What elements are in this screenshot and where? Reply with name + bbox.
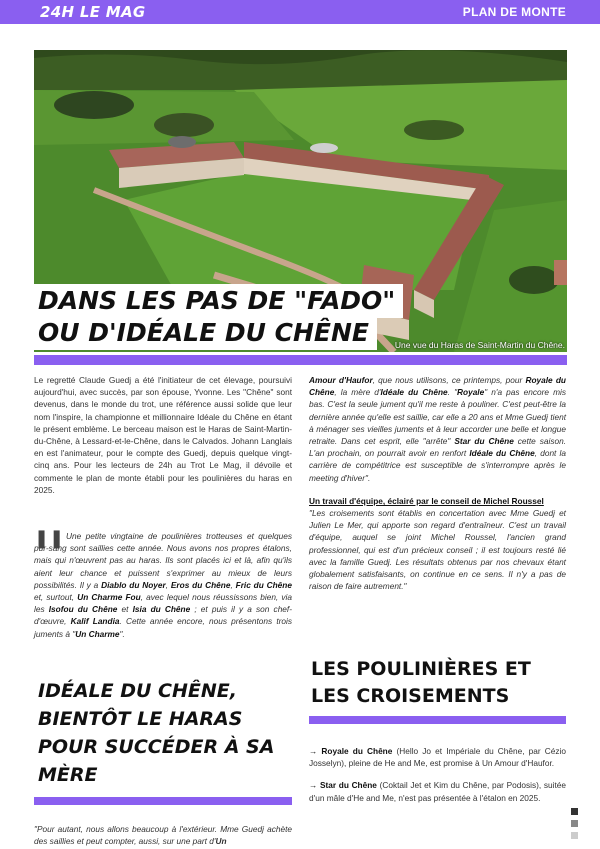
section-heading-poulinieres: LES POULINIÈRES ET LES CROISEMENTS [311,658,531,707]
list-item: → Star du Chêne (Coktail Jet et Kim du Chêne, par Podosis), suitée d'un mâle d'He and Me, n'est pas présentée à l'étalon en 2025. [309,780,566,803]
quote-block [34,530,292,640]
decor-square [571,820,578,827]
list-item: → Royale du Chêne (Hello Jo et Impériale du Chêne, par Cézio Josselyn), pleine de He and Me, est promise à Un Amour d'Haufor. [309,746,567,769]
bottom-left-paragraph: "Pour autant, nous allons beaucoup à l'extérieur. Mme Guedj achète des saillies et peut compter, aussi, sur une part d'Un [34,824,292,847]
subhead-rule-left [34,797,292,805]
photo-caption: Une vue du Haras de Saint-Martin du Chêne. [394,340,565,350]
mare-list [309,745,566,814]
headline-line-1: DANS LES PAS DE "FADO" [34,284,403,318]
header-bar [0,0,600,24]
decor-square [571,808,578,815]
right-paragraph: Amour d'Haufor, que nous utilisons, ce printemps, pour Royale du Chêne, la mère d'Idéale du Chêne. "Royale" n'a pas encore mis bas. C'est la seule jument qu'il me reste à pouliner. C'est peut-être la dernière année qu'elle est saillie, car elle a 20 ans et Mme Guedj tient à ménager ses vieilles juments et à leur accorder une belle et longue retraite. Dans cet esprit, elle "arrête" Star du Chêne cette saison. L'an prochain, on pourrait avoir en renfort Idéale du Chêne, dont la carrière de compétitrice est susceptible de s'interrompre après le meeting d'hiver". [309,375,567,483]
headline-rule [34,355,567,365]
section-rule-right [309,716,566,724]
section-label: PLAN DE MONTE [462,5,566,19]
quote-mark-icon: ❚❚ [34,528,65,549]
subhead-ideale: IDÉALE DU CHÊNE, BIENTÔT LE HARAS POUR SUCCÉDER À SA MÈRE [38,680,275,786]
team-heading: Un travail d'équipe, éclairé par le conseil de Michel Roussel [309,495,544,506]
quote-text: Une petite vingtaine de poulinières trotteuses et quelques pur-sang sont saillies cette année. Nous avons nos propres étalons, mais qui n'œuvrent pas au haras. Ils sont placés ici et là, afin qu'ils aient leur chance et puissent s'exprimer au mieux de leurs possibilités. Il y a Diablo du Noyer, Eros du Chêne, Fric du Chêne et, surtout, Un Charme Fou, avec lequel nous réussissons bien, via les Isofou du Chêne et Isia du Chêne ; et puis il y a son chef-d'œuvre, Kalif Landia. Cette année encore, nous présentons trois juments à "Un Charme". [34,531,293,639]
decor-square [571,832,578,839]
intro-text: Le regretté Claude Guedj a été l'initiateur de cet élevage, poursuivi aujourd'hui, avec succès, par son épouse, Yvonne. Les "Chêne" sont devenus, dans le monde du trot, une référence aussi solide que leur nom l'inspire, la championne et millionnaire Idéale du Chêne en étant le présent emblème. Le berceau maison est le Haras de Saint-Martin-du-Chêne, à Lessard-et-le-Chêne, dans le Calvados. Johann Langlais en est l'animateur, pour le compte des Guedj, depuis quelque vingt-cinq ans. Pour les lecteurs de 24h au Trot Le Mag, il dévoile et commente le plan de monte établi pour les poulinières du haras en 2025. [34,375,292,495]
headline-line-2: OU D'IDÉALE DU CHÊNE [34,316,377,350]
magazine-title: 24H LE MAG [40,3,146,21]
team-text: "Les croisements sont établis en concertation avec Mme Guedj et Julien Le Mer, qui apporte son regard d'entraîneur. C'est un travail d'équipe, auquel se joint Michel Roussel, l'ancien grand professionnel, qui est d'un précieux conseil ; il est toujours resté lié avec la famille Guedj. Les résultats obtenus par nos chevaux étant globalement satisfaisants, on continue en ce sens. Il n'y a pas de raison de faire autrement." [309,508,566,592]
intro-paragraph [34,374,292,496]
right-column [309,374,566,592]
